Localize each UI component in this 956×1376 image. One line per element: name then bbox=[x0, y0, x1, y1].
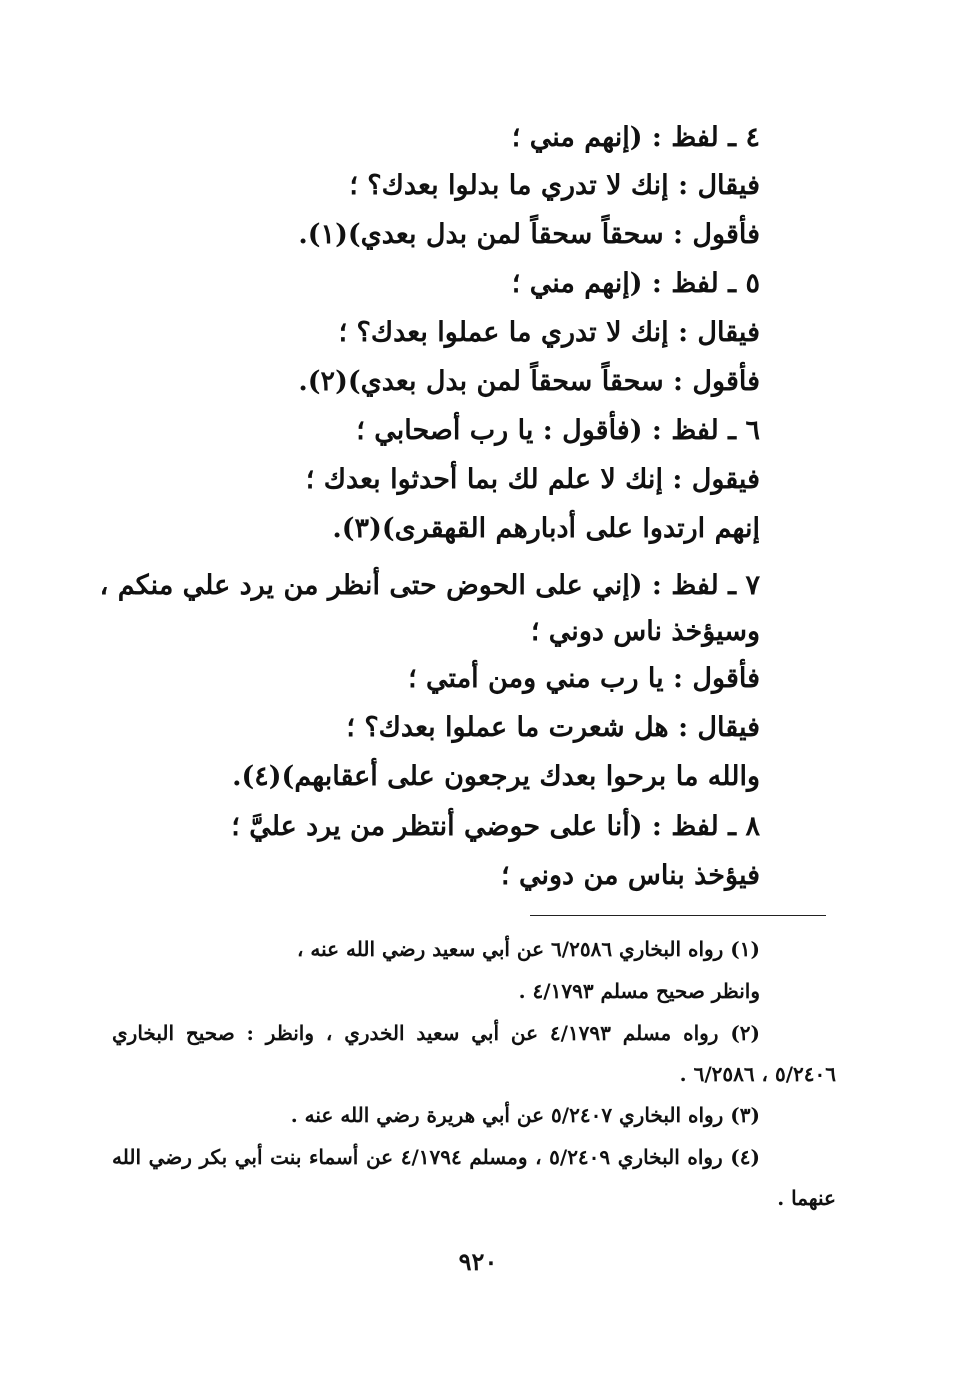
text-line: ٤ ـ لفظ : (إنهم مني ؛ bbox=[511, 122, 760, 153]
footnote-line: (١) رواه البخاري ٦/٢٥٨٦ عن أبي سعيد رضي الله عنه ، bbox=[296, 937, 760, 961]
footnote-line: ٥/٢٤٠٦ ، ٦/٢٥٨٦ . bbox=[679, 1062, 836, 1086]
text-line: وسيؤخذ ناس دوني ؛ bbox=[530, 616, 760, 647]
text-line: ٧ ـ لفظ : (إني على الحوض حتى أنظر من يرد علي منكم ، bbox=[99, 570, 760, 601]
text-line: فيقال : إنك لا تدري ما بدلوا بعدك؟ ؛ bbox=[349, 170, 760, 201]
text-line: ٥ ـ لفظ : (إنهم مني ؛ bbox=[511, 268, 760, 299]
text-line: إنهم ارتدوا على أدبارهم القهقرى)(٣). bbox=[332, 513, 760, 544]
text-line: فأقول : سحقاً سحقاً لمن بدل بعدي)(٢). bbox=[298, 366, 760, 397]
page-number: ٩٢٠ bbox=[458, 1247, 498, 1276]
footnote-line: (٢) رواه مسلم ٤/١٧٩٣ عن أبي سعيد الخدري ، وانظر : صحيح البخاري bbox=[112, 1021, 760, 1045]
text-line: فأقول : سحقاً سحقاً لمن بدل بعدي)(١). bbox=[298, 219, 760, 250]
text-line: فيقول : إنك لا علم لك بما أحدثوا بعدك ؛ bbox=[305, 464, 760, 495]
text-line: ٨ ـ لفظ : (أنا على حوضي أنتظر من يرد عليَّ ؛ bbox=[231, 811, 760, 842]
text-line: فيقال : إنك لا تدري ما عملوا بعدك؟ ؛ bbox=[338, 317, 760, 348]
text-line: ٦ ـ لفظ : (فأقول : يا رب أصحابي ؛ bbox=[356, 415, 760, 446]
footnote-line: (٤) رواه البخاري ٥/٢٤٠٩ ، ومسلم ٤/١٧٩٤ عن أسماء بنت أبي بكر رضي الله bbox=[112, 1145, 760, 1169]
text-line: فأقول : يا رب مني ومن أمتي ؛ bbox=[408, 663, 760, 694]
text-line: فيقال : هل شعرت ما عملوا بعدك؟ ؛ bbox=[346, 712, 760, 743]
footnote-line: (٣) رواه البخاري ٥/٢٤٠٧ عن أبي هريرة رضي الله عنه . bbox=[290, 1103, 760, 1127]
footnote-divider bbox=[530, 915, 826, 916]
text-line: فيؤخذ بناس من دوني ؛ bbox=[501, 860, 760, 891]
footnote-line: عنهما . bbox=[777, 1186, 836, 1210]
footnote-line: وانظر صحيح مسلم ٤/١٧٩٣ . bbox=[518, 979, 760, 1003]
text-line: والله ما برحوا بعدك يرجعون على أعقابهم)(٤). bbox=[232, 761, 760, 792]
